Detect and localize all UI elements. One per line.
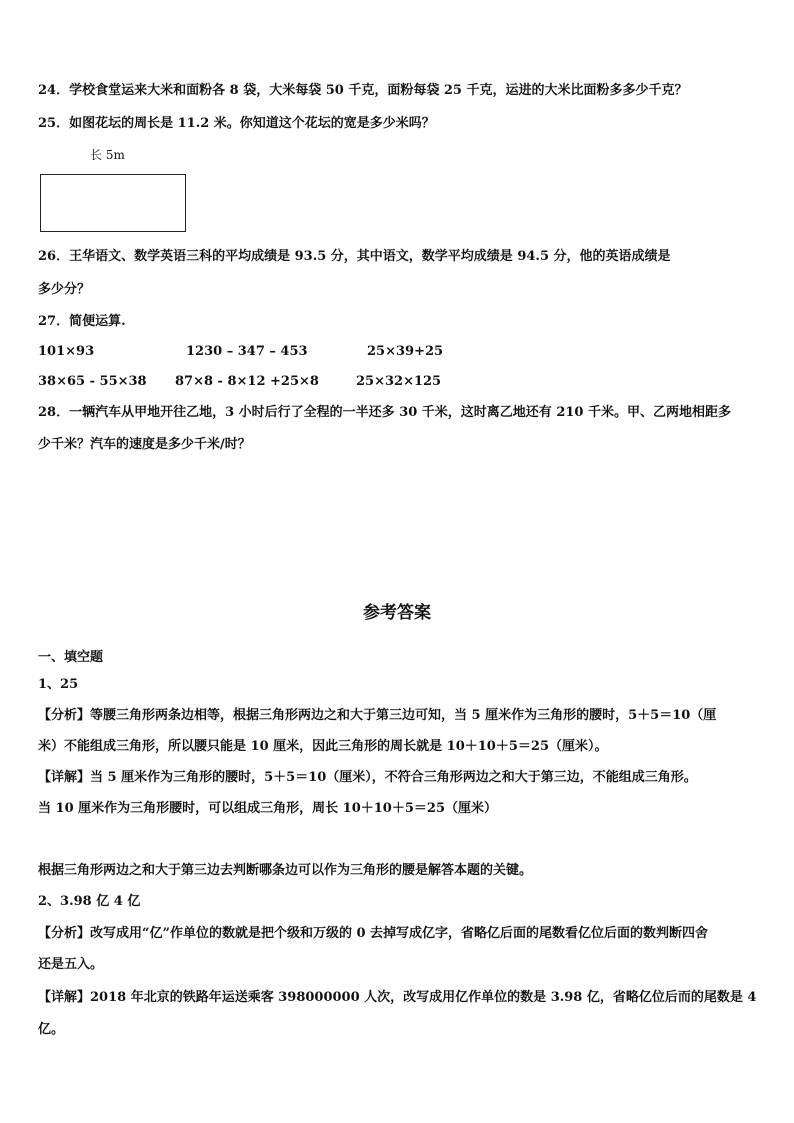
answer-2-analysis-1: 【分析】改写成用“亿”作单位的数就是把个级和万级的 0 去掉写成亿字，省略亿后面的尾数看亿位后面的数判断四舍	[38, 926, 709, 941]
question-27: 27．简便运算.	[38, 314, 126, 329]
answer-2-detail-2: 亿。	[38, 1022, 65, 1037]
calc-row1-item1: 101×93	[38, 344, 95, 359]
answer-2-analysis-2: 还是五入。	[38, 957, 104, 972]
question-26-line1: 26．王华语文、数学英语三科的平均成绩是 93.5 分，其中语文，数学平均成绩是 94.5 分，他的英语成绩是	[38, 249, 671, 264]
answer-1-detail-2: 当 10 厘米作为三角形腰时，可以组成三角形，周长 10＋10＋5＝25（厘米）	[38, 801, 497, 816]
question-28-line2: 少千米？汽车的速度是多少千米/时？	[38, 437, 251, 452]
calc-row2-item3: 25×32×125	[356, 374, 442, 389]
calc-row2-item1: 38×65 - 55×38	[38, 374, 147, 389]
question-26-line2: 多少分？	[38, 282, 91, 297]
answer-1-note: 根据三角形两边之和大于第三边去判断哪条边可以作为三角形的腰是解答本题的关键。	[38, 863, 533, 878]
answer-1-analysis-2: 米）不能组成三角形，所以腰只能是 10 厘米，因此三角形的周长就是 10＋10＋5＝25（厘米）。	[38, 739, 608, 754]
calc-row2-item2: 87×8 - 8×12 +25×8	[175, 374, 319, 389]
answer-1-head: 1、25	[38, 677, 79, 692]
calc-row1-item3: 25×39+25	[367, 344, 444, 359]
calc-row1-item2: 1230 – 347 – 453	[186, 344, 308, 359]
question-24: 24．学校食堂运来大米和面粉各 8 袋，大米每袋 50 千克，面粉每袋 25 千克，运进的大米比面粉多多少千克？	[38, 83, 688, 98]
question-25: 25．如图花坛的周长是 11.2 米。你知道这个花坛的宽是多少米吗？	[38, 116, 435, 131]
answer-2-detail-1: 【详解】2018 年北京的铁路年运送乘客 398000000 人次，改写成用亿作单位的数是 3.98 亿，省略亿位后而的尾数是 4	[38, 990, 757, 1005]
question-28-line1: 28．一辆汽车从甲地开往乙地，3 小时后行了全程的一半还多 30 千米，这时离乙地还有 210 千米。甲、乙两地相距多	[38, 405, 731, 420]
section-fill-blank: 一、填空题	[38, 650, 104, 665]
answers-title: 参考答案	[363, 603, 431, 623]
answer-1-detail-1: 【详解】当 5 厘米作为三角形的腰时，5＋5＝10（厘米），不符合三角形两边之和大于第三边，不能组成三角形。	[38, 770, 697, 785]
answer-1-analysis-1: 【分析】等腰三角形两条边相等，根据三角形两边之和大于第三边可知，当 5 厘米作为三角形的腰时，5＋5＝10（厘	[38, 708, 717, 723]
flowerbed-rectangle	[40, 174, 186, 232]
answer-2-head: 2、3.98 亿 4 亿	[38, 894, 141, 909]
flowerbed-length-label: 长 5m	[90, 148, 125, 162]
